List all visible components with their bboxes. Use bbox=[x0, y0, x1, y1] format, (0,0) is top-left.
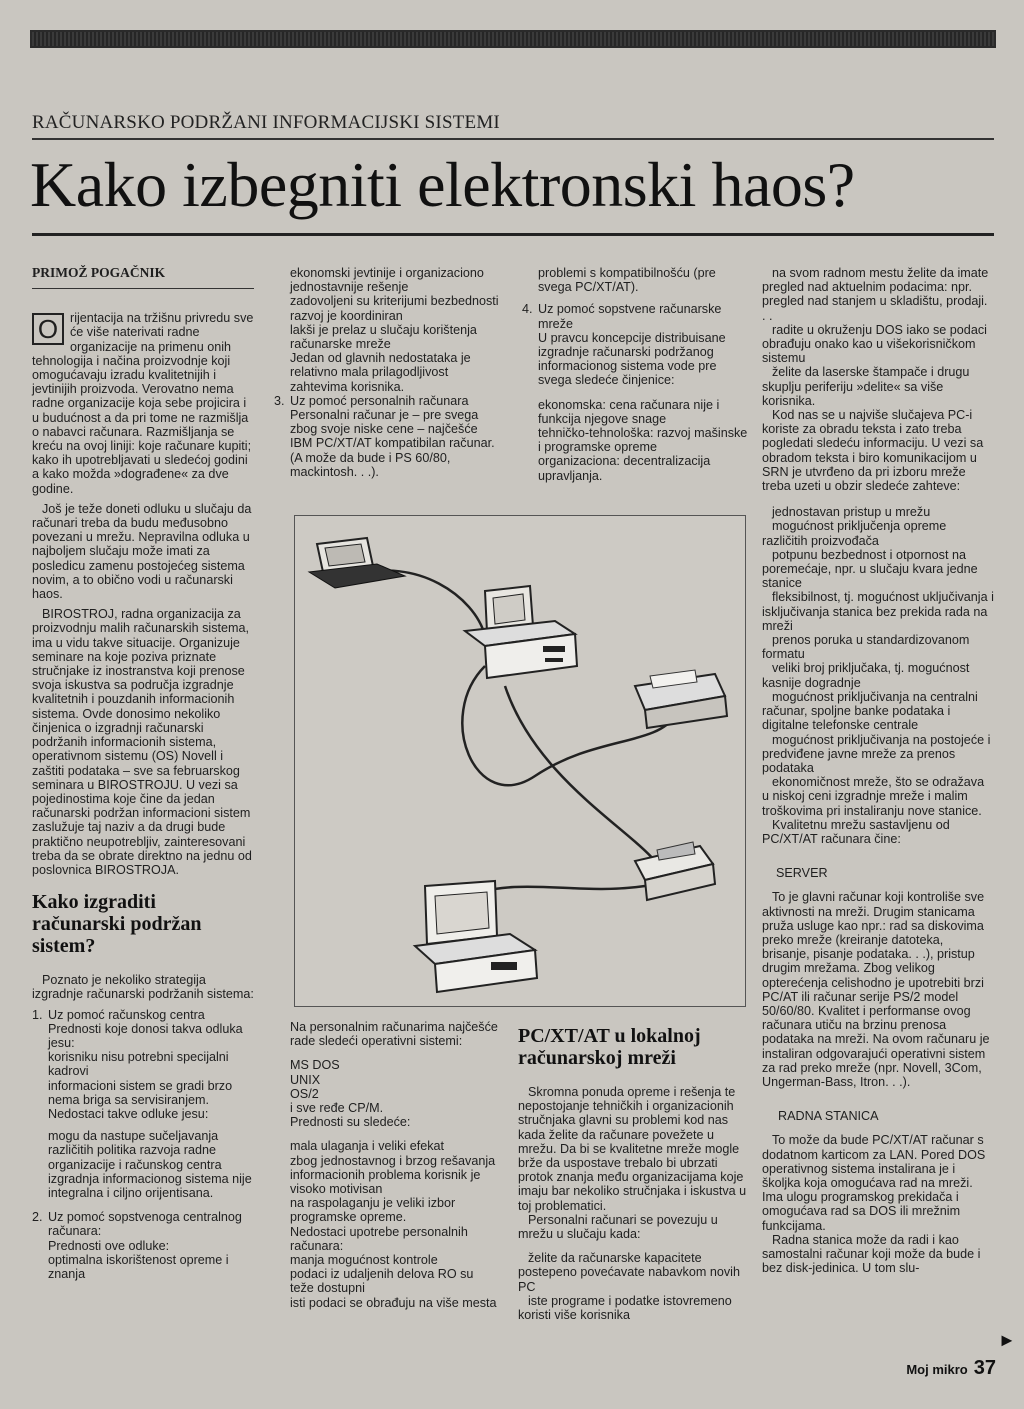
continue-arrow-icon: ► bbox=[998, 1330, 1016, 1350]
column-2-top: ekonomski jevtinije i organizaciono jednostavnije rešenje zadovoljeni su kriterijumi bezbednosti razvoj je koordiniran lakši je prelaz u slučaju korištenja računarske mreže Jedan od glavnih nedostataka je relativno mala prilagodljivost zahtevima korisnika. 3. Uz pomoć personalnih računara Personalni računar je – pre svega zbog svoje niske cene – najčešće IBM PC/XT/AT kompatibilan računar. (A može da bude i PS 60/80, mackintosh. . .). bbox=[274, 266, 499, 479]
author-rule bbox=[32, 288, 254, 289]
network-illustration bbox=[294, 515, 746, 1007]
author-byline: PRIMOŽ POGAČNIK bbox=[32, 265, 166, 280]
article-title: Kako izbegniti elektronski haos? bbox=[30, 149, 855, 220]
column-3-bottom: PC/XT/AT u lokalnoj računarskoj mreži Skromna ponuda opreme i rešenja te nepostojanje tehničkih i organizacionih stručnjaka glavni su problemi kod nas kada želite da računare povežete u mrežu. Da bi se kvalitetne mreže mogle brže da uspostave trebalo bi ubrzati protok znanja među organizacijama koje imaju bar nekoliko stručnjaka i iskustva u toj problematici. Personalni računari se povezuju u mrežu u slučaju kada: želite da računarske kapacitete postepeno povećavate nabavkom novih PC iste programe i podatke istovremeno koristi više korisnika bbox=[518, 1025, 747, 1323]
paragraph: Još je teže doneti odluku u slučaju da računari treba da budu međusobno povezani u mrežu. Nepravilna odluka u najboljem slučaju može imati za posledicu zamenu postojećeg sistema novim, a to obično vodi u računarski haos. bbox=[32, 501, 252, 602]
list-item: 2. Uz pomoć sopstvenoga centralnog računara: Prednosti ove odluke: optimalna iskorištenost opreme i znanja bbox=[32, 1210, 242, 1281]
section-heading: RAČUNARSKO PODRŽANI INFORMACIJSKI SISTEMI bbox=[32, 112, 500, 133]
laser-printer-icon bbox=[635, 842, 715, 900]
drop-cap: O bbox=[32, 313, 64, 345]
workstation-heading: RADNA STANICA bbox=[778, 1109, 879, 1124]
paragraph: Poznato je nekoliko strategija izgradnje računarski podržanih sistema: bbox=[32, 973, 254, 1002]
intro-paragraph: O rijentacija na tržišnu privredu sve će više naterivati radne organizacije na primenu onih tehnologija i načina proizvodnje koji omogućavaju izradu kvalitetnijih i jevtinijih proizvoda. Verovatno nema radne organizacije koja sebe projicira i u budućnost a da pri tome ne razmišlja o nabavci računara. Razmišljanja se kreću na ovoj liniji: koje računare kupiti; kako ih upotrebljavati u sledećoj godini a kako možda »dograđene« za dve godine. bbox=[32, 311, 254, 496]
magazine-name: Moj mikro bbox=[906, 1362, 968, 1377]
page-number: 37 bbox=[973, 1357, 996, 1379]
header-bar-texture bbox=[32, 32, 994, 46]
title-rule bbox=[32, 233, 994, 236]
subheading: PC/XT/AT u lokalnoj računarskoj mreži bbox=[518, 1025, 701, 1069]
subheading: Kako izgraditi računarski podržan sistem? bbox=[32, 891, 202, 958]
strategy-list bbox=[32, 1008, 254, 1282]
paragraph: BIROSTROJ, radna organizacija za proizvodnju malih računarskih sistema, ima u vidu takve situacije. Organizuje seminare na koje poziva priznate stručnjake iz inostranstva koji prenose svoja iskustva sa područja izgradnje kvalitetnih i pouzdanih informacionih sistema. Ovde donosimo nekoliko činjenica o izgradnji računarski podržanih informacionih sistema, operativnom sistemu (OS) Novell i zaštiti podataka – sve sa februarskog seminara u BIROSTROJU. U vezi sa pojedinostima koje čine da jedan računarski podržan informacioni sistem zaslužuje taj naziv a da drugi bude praktično neupotrebljiv, zainteresovani treba da se obrate direktno na jednu od poslovnica BIROSTROJA. bbox=[32, 607, 252, 877]
laptop-icon bbox=[309, 538, 405, 588]
page-footer bbox=[906, 1357, 996, 1380]
server-computer-icon bbox=[415, 881, 537, 992]
column-1 bbox=[32, 266, 254, 1281]
column-2-bottom: Na personalnim računarima najčešće rade sledeći operativni sistemi: MS DOS UNIX OS/2 i sve ređe CP/M. Prednosti su sledeće: mala ulaganja i veliki efekat zbog jednostavnog i brzog rešavanja informacionih problema korisnik je visoko motivisan na raspolaganju je veliki izbor programske opreme. Nedostaci upotrebe personalnih računara: manja mogućnost kontrole podaci iz udaljenih delova RO su teže dostupni isti podaci se obrađuju na više mesta bbox=[290, 1020, 498, 1310]
list-item: 1. Uz pomoć računskog centra Prednosti koje donosi takva odluka jesu: korisniku nisu potrebni specijalni kadrovi informacioni sistem se gradi brzo nema briga sa servisiranjem. Nedostaci takve odluke jesu: mogu da nastupe sučeljavanja različitih politika razvoja radne organizacije i računskog centra izgradnja informacionog sistema nije integralna i ciljno orijentisana. bbox=[32, 1007, 252, 1200]
printer-icon bbox=[635, 670, 727, 728]
column-4: na svom radnom mestu želite da imate pregled nad aktuelnim podacima: npr. pregled nad stanjem u skladištu, prodaji. . . radite u okruženju DOS iako se podaci obrađuju onako kao u višekorisničkom sistemu želite da laserske štampače i drugu skuplju periferiju »delite« sa više korisnika. Kod nas se u najviše slučajeva PC-i koriste za obradu teksta i zato treba pogledati sledeću informaciju. U vezi sa obradom teksta i biro komunikacijom u SRN je utvrđeno da pri izboru mreže treba uzeti u obzir sledeće zahteve: jednostavan pristup u mrežu mogućnost priključenja opreme različitih proizvođača potpunu bezbednost i otpornost na poremećaje, npr. u slučaju kvara jedne stanice fleksibilnost, tj. mogućnost uključivanja i isključivanja stanica bez prekida rada na mreži prenos poruka u standardizovanom formatu veliki broj priključaka, tj. mogućnost kasnije dogradnje mogućnost priključivanja na centralni računar, spoljne banke podataka i digitalne telefonske centrale mogućnost priključivanja na postojeće i predviđene javne mreže za prenos podataka ekonomičnost mreže, što se odražava u niskoj ceni izgradnje mreže i malim troškovima pri instaliranju nove stanice. Kvalitetnu mrežu sastavljenu od PC/XT/AT računara čine: SERVER To je glavni računar koji kontroliše sve aktivnosti na mreži. Drugim stanicama pruža usluge kao npr.: rad sa diskovima preko mreže (kreiranje datoteka, brisanje, pisanje podataka. . .), pristup drugim mrežama. Zbog velikog opterećenja celishodno je upotrebiti brzi PC/AT ili računar serije PS/2 model 50/60/80. Kvalitet i performanse ovog računara utiču na brzinu prenosa podataka na mreži. Na ovom računaru je instaliran odgovarajući operativni sistem za rad preko mreže (npr. Novell, 3Com, Ungerman-Bass, Itron. . .). RADNA STANICA To može da bude PC/XT/AT računar s dodatnom karticom za LAN. Pored DOS operativnog sistema instalirana je i školjka koja omogućava rad na mreži. Ima ulogu programskog prekidača i omogućava rad sa DOS ili mrežnim funkcijama. Radna stanica može da radi i kao samostalni računar koji može da bude i bez disk-jedinica. U tom slu- bbox=[762, 266, 994, 1276]
desktop-computer-icon bbox=[465, 586, 577, 678]
server-heading: SERVER bbox=[776, 866, 828, 881]
section-rule bbox=[32, 138, 994, 140]
column-3-top: problemi s kompatibilnošću (pre svega PC/XT/AT). 4. Uz pomoć sopstvene računarske mreže U pravcu koncepcije distribuisane izgradnje računarski podržanog informacionog sistema vode pre svega sledeće činjenice: ekonomska: cena računara nije i funkcija njegove snage tehničko-tehnološka: razvoj mašinske i programske opreme organizaciona: decentralizacija upravljanja. bbox=[522, 266, 748, 483]
network-diagram-image bbox=[295, 516, 745, 1006]
